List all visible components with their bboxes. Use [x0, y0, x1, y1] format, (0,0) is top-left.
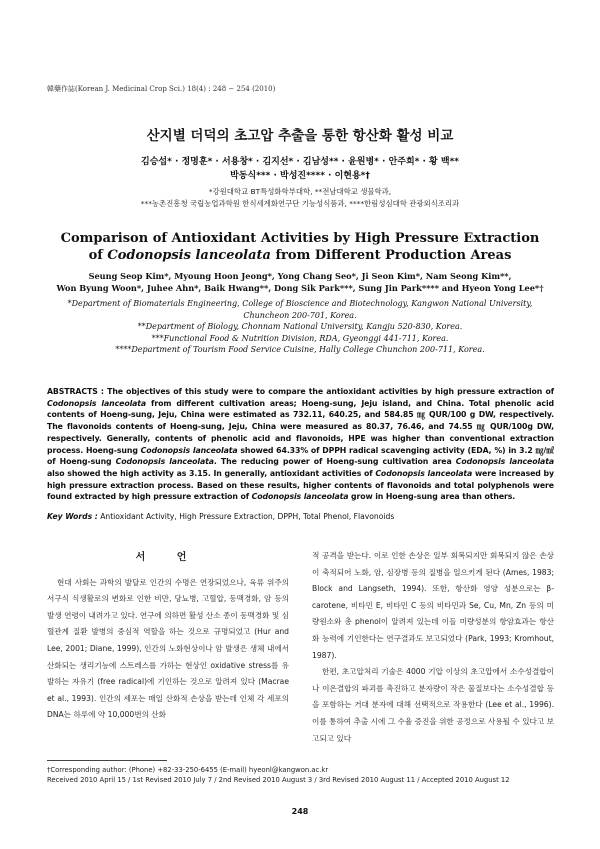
abstract-species: Codonopsis lanceolata	[115, 457, 214, 467]
affiliation-1a: *Department of Biomaterials Engineering, College of Bioscience and Biotechnology, Kangwon National University,	[67, 299, 533, 308]
received-dates: Received 2010 April 15 / 1st Revised 2010 July 7 / 2nd Revised 2010 August 3 / 3rd Revised 2010 August 11 / Accepted 2010 August 12	[47, 776, 510, 784]
body-paragraph: 적 공격을 받는다. 이로 인한 손상은 일부 회복되지만 회복되지 않은 손상이 축적되어 노화, 암, 심장병 등의 질병을 일으키게 된다 (Ames, 1983; Block and Langseth, 1994). 또한, 항산화 영양 성분으로는 β-carotene, 비타민 E, 비타민 C 등의 비타민과 Se, Cu, Mn, Zn 등의 미량원소와 총 phenol이 알려져 있는데 이들 미량성분의 항암효과는 항산화 능력에 기인한다는 연구결과도 보고되었다 (Park, 1993; Kromhout, 1987).	[312, 551, 554, 660]
species-name: Codonopsis lanceolata	[107, 248, 271, 263]
abstract-species: Codonopsis lanceolata	[140, 445, 238, 455]
english-title-line2	[40, 247, 560, 264]
korean-affil-line1: *강원대학교 BT특성화학부대학, **전남대학교 생물학과,	[208, 187, 392, 196]
title-text: from Different Production Areas	[270, 248, 512, 263]
abstract-text: also showed the high activity as 3.15. In generally, antioxidant activities of	[47, 468, 376, 478]
affiliation-3: ***Functional Food & Nutrition Division, RDA, Gyeonggi 441-711, Korea.	[151, 333, 449, 343]
abstract-text: from different cultivation areas; Hoeng-sung, Jeju island, and China. Total phenolic acid contents of Hoeng-sung, Jeju, China were estimated as 732.11, 640.25, and 584.85 ㎎ QUR/100 g DW, respectively. The flavonoids contents of Hoeng-sung, Jeju, China were measured as 80.37, 76.46, and 74.55 ㎎ QUR/100g DW, respectively. Generally, contents of phenolic acid and flavonoids, HPE was higher than conventional extraction process. Hoeng-sung	[47, 398, 554, 455]
english-title	[40, 230, 560, 264]
korean-authors-line2: 박동식*** · 박성진**** · 이현용*†	[230, 171, 370, 181]
korean-authors-line1: 김승섭* · 정명훈* · 서용창* · 김지선* · 김남성** · 윤원병* · 안주희* · 황 백**	[141, 157, 459, 167]
abstract-species: Codonopsis lanceolata	[47, 398, 147, 408]
korean-affil-line2: ***농촌진흥청 국립농업과학원 한식세계화연구단 기능성식품과, ****한림성심대학 관광외식조리과	[140, 199, 460, 208]
korean-affiliations	[40, 186, 560, 210]
abstract-text: were increased by high pressure extraction process. Based on these results, higher contents of flavonoids and total polyphenols were found extracted by high pressure extraction of	[47, 468, 554, 502]
body-paragraph: 현대 사회는 과학의 발달로 인간의 수명은 연장되었으나, 육류 위주의 서구식 식생활로의 변화로 인한 비만, 당뇨병, 고혈압, 동맥경화, 암 등의 발생 연령이 내려가고 있다. 연구에 의하면 활성 산소 종이 동맥경화 및 심혈관계 질환 발병의 중심적 역할을 하는 것으로 규명되었고 (Hur and Lee, 2001; Diane, 1999), 인간의 노화현상이나 암 발생은 생체 내에서 산화되는 생리기능에 스트레스를 가하는 현상인 oxidative stress를 유발하는 자유기 (free radical)에 기인하는 것으로 알려져 있다 (Macrae et al., 1993). 인간의 세포는 매일 산화적 손상을 받는데 인체 각 세포의 DNA는 하루에 약 10,000번의 산화	[47, 577, 289, 720]
abstract-species: Codonopsis lanceolata	[375, 468, 473, 478]
english-title-line1: Comparison of Antioxidant Activities by High Pressure Extraction	[60, 231, 540, 246]
abstract-label: ABSTRACTS :	[47, 387, 104, 396]
body-paragraph: 한편, 초고압처리 기술은 4000 기압 이상의 초고압에서 소수성결합이나 이온결합의 파괴를 촉진하고 분자량이 작은 물질보다는 소수성결합 등을 포함하는 거대 분자에 대해 선택적으로 작용한다 (Lee et al., 1996). 이를 통하여 추출 시에 그 수율 증진을 위한 공정으로 사용될 수 있다고 보고되고 있다	[312, 667, 554, 743]
affiliation-4: ****Department of Tourism Food Service Cuisine, Hally College Chunchon 200-711, Korea.	[115, 345, 485, 355]
page-number: 248	[291, 807, 309, 816]
english-authors-line1: Seung Seop Kim*, Myoung Hoon Jeong*, Yong Chang Seo*, Ji Seon Kim*, Nam Seong Kim**,	[88, 271, 512, 281]
abstract-species: Codonopsis lanceolata	[455, 457, 555, 467]
keywords-label: Key Words :	[47, 512, 98, 521]
korean-title: 산지별 더덕의 초고압 추출을 통한 항산화 활성 비교	[146, 128, 454, 144]
footnote	[47, 765, 554, 785]
body-right-column	[312, 548, 554, 747]
affiliation-2: **Department of Biology, Chonnam National University, Kangju 520-830, Korea.	[137, 322, 463, 332]
title-text: of	[88, 248, 108, 263]
corresponding-author: †Corresponding author: (Phone) +82-33-250-6455 (E-mail) hyeonl@kangwon.ac.kr	[47, 766, 329, 774]
footnote-divider	[47, 760, 167, 761]
english-authors	[40, 270, 560, 294]
abstract-text: showed 64.33% of DPPH radical scavenging activity (EDA, %) in 3.2 ㎎/㎖ of Hoeng-sung	[47, 445, 554, 467]
english-affiliations	[40, 298, 560, 356]
keywords-text: Antioxidant Activity, High Pressure Extraction, DPPH, Total Phenol, Flavonoids	[97, 512, 395, 521]
abstract-text: The objectives of this study were to compare the antioxidant activities by high pressure extraction of	[103, 387, 554, 396]
journal-header: 韓藥作誌(Korean J. Medicinal Crop Sci.) 18(4) : 248 − 254 (2010)	[47, 85, 276, 93]
abstract	[47, 386, 554, 503]
section-title: 서 언	[135, 552, 201, 563]
body-left-column	[47, 548, 289, 724]
abstract-species: Codonopsis lanceolata	[251, 492, 349, 502]
abstract-text: grow in Hoeng-sung area than others.	[348, 492, 516, 502]
english-authors-line2: Won Byung Woon*, Juhee Ahn*, Baik Hwang**, Dong Sik Park***, Sung Jin Park**** and Hyeon Yong Lee*†	[56, 283, 544, 293]
affiliation-1b: Chuncheon 200-701, Korea.	[243, 310, 357, 320]
abstract-text: . The reducing power of Hoeng-sung cultivation area	[213, 457, 456, 467]
keywords	[47, 512, 554, 521]
korean-authors	[60, 155, 540, 183]
